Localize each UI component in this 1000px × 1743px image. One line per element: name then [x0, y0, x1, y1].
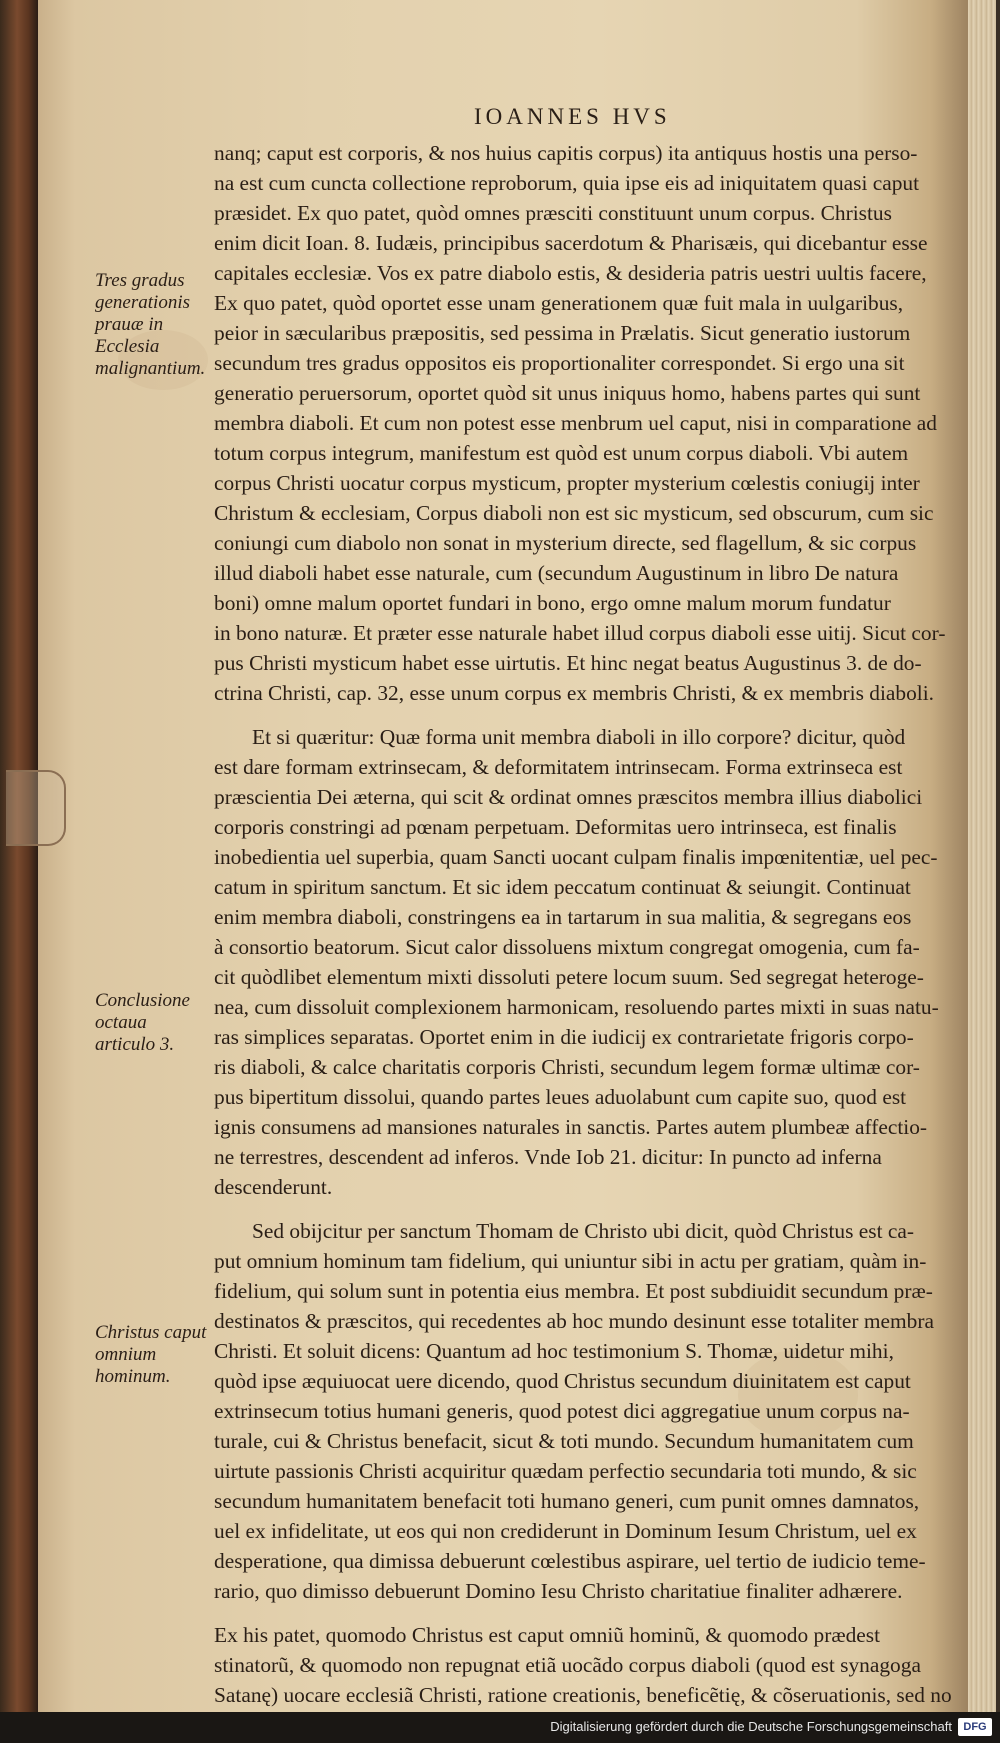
- text-line: præsidet. Ex quo patet, quòd omnes præsciti constituunt unum corpus. Christus: [214, 201, 892, 225]
- text-line: generatio peruersorum, oportet quòd sit unus iniquus homo, habens partes qui sunt: [214, 381, 921, 405]
- paragraph-gap: [214, 708, 966, 722]
- text-line: pus bipertitum dissolui, quando partes leues aduolabunt cum capite suo, quod est: [214, 1085, 907, 1109]
- text-line: enim membra diaboli, constringens ea in tartarum in sua malitia, & segregans eos: [214, 905, 912, 929]
- text-line: nea, cum dissoluit complexionem harmonicam, resoluendo partes mixti in suas natu-: [214, 995, 939, 1019]
- text-line: stinatorũ, & quomodo non repugnat etiã uocãdo corpus diaboli (quod est synagoga: [214, 1653, 921, 1677]
- text-line: illud diaboli habet esse naturale, cum (secundum Augustinum in libro De natura: [214, 561, 899, 585]
- text-line: ris diaboli, & calce charitatis corporis Christi, secundum legem formæ ultimæ cor-: [214, 1055, 920, 1079]
- text-line: enim dicit Ioan. 8. Iudæis, principibus sacerdotum & Pharisæis, qui dicebantur esse: [214, 231, 928, 255]
- text-line: peior in sæcularibus præpositis, sed pessima in Prælatis. Sicut generatio iustorum: [214, 321, 911, 345]
- dfg-logo: DFG: [958, 1718, 992, 1736]
- text-line: uel ex infidelitate, ut eos qui non crediderunt in Dominum Iesum Christum, uel ex: [214, 1519, 917, 1543]
- text-line: à consortio beatorum. Sicut calor dissoluens mixtum congregat omogenia, cum fa-: [214, 935, 920, 959]
- text-line: corpus Christi uocatur corpus mysticum, propter mysterium cœlestis coniugij inter: [214, 471, 920, 495]
- text-line: inobedientia uel superbia, quam Sancti uocant culpam finalis impœnitentiæ, uel pec-: [214, 845, 938, 869]
- margin-note: Conclusione octaua articulo 3.: [95, 990, 190, 1055]
- text-line: desperatione, qua dimissa debuerunt cœlestibus aspirare, uel tertio de iudicio teme-: [214, 1549, 926, 1573]
- text-line: destinatos & præscitos, qui recedentes ab hoc mundo desinunt esse totaliter membra: [214, 1309, 934, 1333]
- text-line: præscientia Dei æterna, qui scit & ordinat omnes præscitos membra illius diabolici: [214, 785, 923, 809]
- text-line: ignis consumens ad mansiones naturales in sanctis. Partes autem plumbeæ affectio-: [214, 1115, 928, 1139]
- text-line: ctrina Christi, cap. 32, esse unum corpus ex membris Christi, & ex membris diaboli.: [214, 681, 935, 705]
- text-line: Ex his patet, quomodo Christus est caput omniũ hominũ, & quomodo prædest: [214, 1623, 881, 1647]
- text-line: ne terrestres, descendent ad inferos. Vnde Iob 21. dicitur: In puncto ad inferna: [214, 1145, 882, 1169]
- text-line: put omnium hominum tam fidelium, qui uniuntur sibi in actu per gratiam, quàm in-: [214, 1249, 927, 1273]
- text-line: uirtute passionis Christi acquiritur quædam perfectio secundaria toti mundo, & sic: [214, 1459, 917, 1483]
- footer-bar: [0, 1712, 1000, 1743]
- text-line: corporis constringi ad pœnam perpetuam. Deformitas uero intrinseca, est finalis: [214, 815, 897, 839]
- text-line: turale, cui & Christus benefacit, sicut & toti mundo. Secundum humanitatem cum: [214, 1429, 914, 1453]
- text-line: ras simplices separatas. Oportet enim in die iudicij ex contrarietate frigoris corpo-: [214, 1025, 914, 1049]
- body-text: [214, 138, 966, 1740]
- paragraph-gap: [214, 1606, 966, 1620]
- text-line: Christi. Et soluit dicens: Quantum ad hoc testimonium S. Thomæ, uidetur mihi,: [214, 1339, 894, 1363]
- text-line: in bono naturæ. Et præter esse naturale habet illud corpus diaboli esse uitij. Sicut cor-: [214, 621, 946, 645]
- text-line: na est cum cuncta collectione reproborum, quia ipse eis ad iniquitatem quasi caput: [214, 171, 920, 195]
- text-line: descenderunt.: [214, 1175, 333, 1199]
- bookmark-tab: [6, 770, 66, 846]
- text-line: coniungi cum diabolo non sonat in mysterium directe, sed flagellum, & sic corpus: [214, 531, 917, 555]
- text-line: Et si quæritur: Quæ forma unit membra diaboli in illo corpore? dicitur, quòd: [252, 725, 906, 749]
- text-line: Ex quo patet, quòd oportet esse unam generationem quæ fuit mala in uulgaribus,: [214, 291, 904, 315]
- book-spine-edge: [0, 0, 38, 1743]
- text-line: secundum tres gradus oppositos eis proportionaliter correspondet. Si ergo una sit: [214, 351, 905, 375]
- text-line: nanq; caput est corporis, & nos huius capitis corpus) ita antiquus hostis una perso-: [214, 141, 918, 165]
- margin-note: Tres gradus generationis prauæ in Ecclesia malignantium.: [95, 270, 206, 379]
- text-line: fidelium, qui solum sunt in potentia eius membra. Et post subdiuidit secundum præ-: [214, 1279, 933, 1303]
- text-line: capitales ecclesiæ. Vos ex patre diabolo estis, & desideria patris uestri uultis facere,: [214, 261, 927, 285]
- text-line: quòd ipse æquiuocat uere dicendo, quod Christus secundum diuinitatem est caput: [214, 1369, 911, 1393]
- text-line: membra diaboli. Et cum non potest esse menbrum uel caput, nisi in comparatione ad: [214, 411, 937, 435]
- running-head: IOANNES HVS: [474, 104, 671, 129]
- text-line: Christum & ecclesiam, Corpus diaboli non est sic mysticum, sed obscurum, cum sic: [214, 501, 934, 525]
- text-line: pus Christi mysticum habet esse uirtutis. Et hinc negat beatus Augustinus 3. de do-: [214, 651, 922, 675]
- text-line: est dare formam extrinsecam, & deformitatem intrinsecam. Forma extrinseca est: [214, 755, 903, 779]
- text-line: Sed obijcitur per sanctum Thomam de Christo ubi dicit, quòd Christus est ca-: [252, 1219, 915, 1243]
- funding-credit: Digitalisierung gefördert durch die Deutsche Forschungsgemeinschaft: [550, 1719, 952, 1734]
- text-line: totum corpus integrum, manifestum est quòd est unum corpus diaboli. Vbi autem: [214, 441, 909, 465]
- text-line: secundum humanitatem benefacit toti humano generi, cum punit omnes damnatos,: [214, 1489, 920, 1513]
- text-line: extrinsecum totius humani generis, quod potest dici aggregatiue unum corpus na-: [214, 1399, 910, 1423]
- text-line: rario, quo dimisso debuerunt Domino Iesu Christo charitatiue finaliter adhærere.: [214, 1579, 903, 1603]
- margin-note: Christus caput omnium hominum.: [95, 1322, 207, 1387]
- text-line: Satanę) uocare ecclesiã Christi, ratione creationis, beneficẽtię, & cõseruationis, sed no: [214, 1683, 952, 1707]
- text-line: catum in spiritum sanctum. Et sic idem peccatum continuat & seiungit. Continuat: [214, 875, 911, 899]
- paragraph-gap: [214, 1202, 966, 1216]
- text-line: boni) omne malum oportet fundari in bono, ergo omne malum morum fundatur: [214, 591, 891, 615]
- text-line: cit quòdlibet elementum mixti dissoluti petere locum suum. Sed segregat heteroge-: [214, 965, 924, 989]
